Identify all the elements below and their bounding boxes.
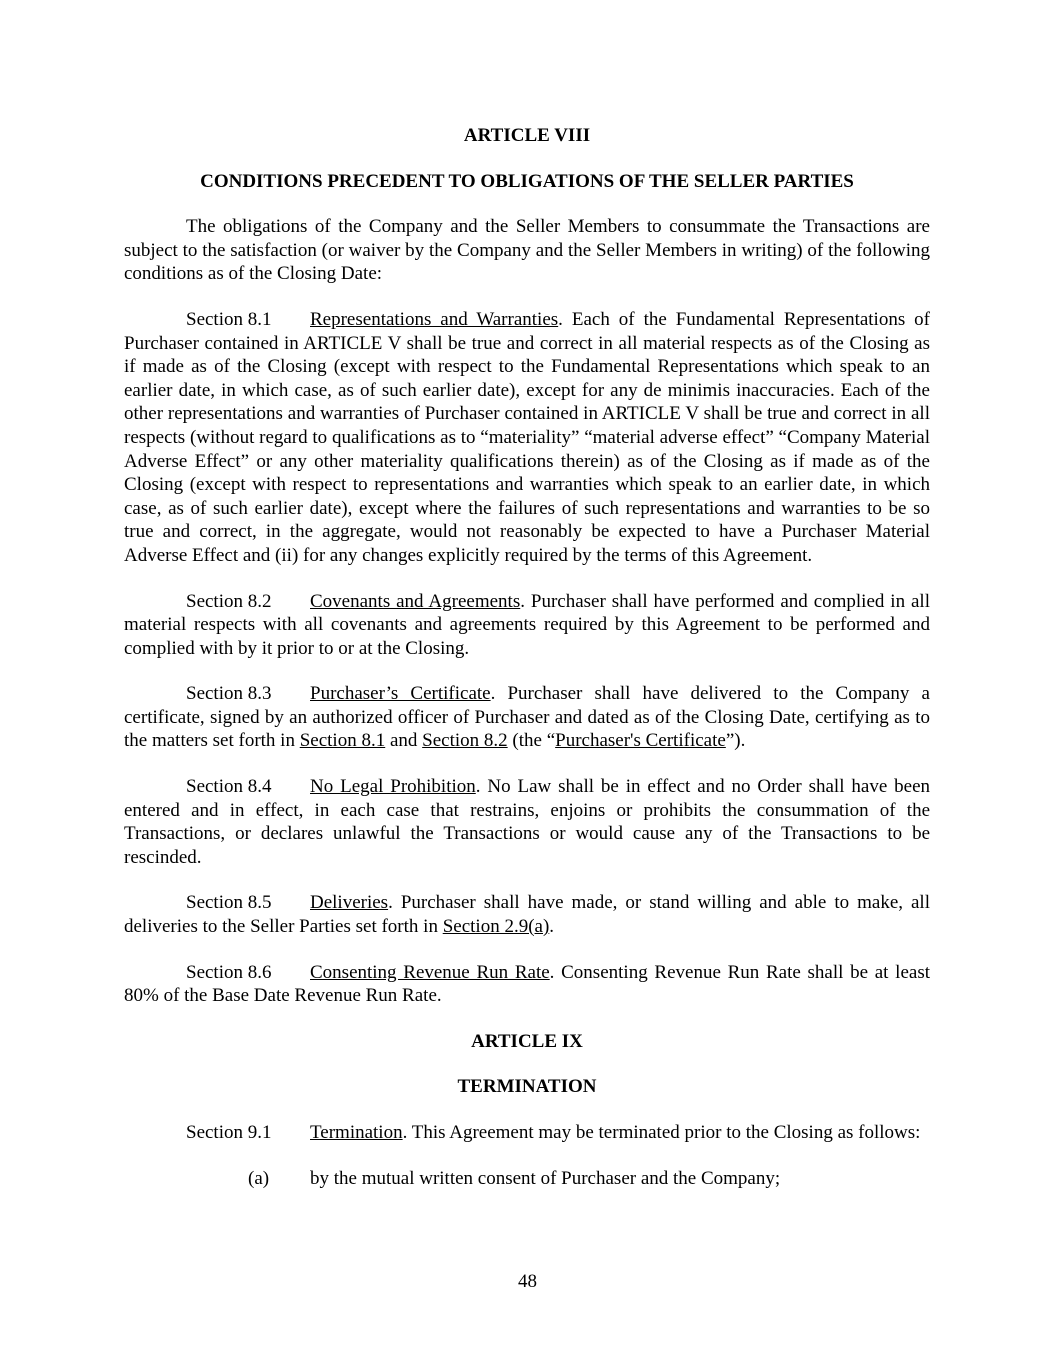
section-text: . <box>549 916 555 938</box>
section-number: Section 8.1 <box>186 308 272 330</box>
section-8-5 <box>124 891 930 938</box>
page-number: 48 <box>518 1271 537 1292</box>
section-caption: Covenants and Agreements <box>310 590 521 612</box>
section-reference-8-1: Section 8.1 <box>299 730 386 752</box>
section-text: . Purchaser shall have delivered to the Company a certificate, signed by an authorized officer of Purchaser and dated as of the Closing Date, certifying as to the matters set forth in <box>124 683 930 752</box>
article-ix-title: ARTICLE IX <box>471 1030 583 1052</box>
section-caption: Deliveries <box>310 892 389 914</box>
list-item-label: (a) <box>248 1167 270 1189</box>
section-8-3 <box>124 682 930 753</box>
section-caption: No Legal Prohibition <box>310 776 476 798</box>
section-text: . Purchaser shall have made, or stand willing and able to make, all deliveries to the Seller Parties set forth in <box>124 892 930 938</box>
section-number: Section 8.2 <box>186 590 272 612</box>
list-item-text: by the mutual written consent of Purchaser and the Company; <box>310 1167 781 1189</box>
section-caption: Representations and Warranties <box>310 308 559 330</box>
section-8-4 <box>124 775 930 869</box>
article-ix-heading: TERMINATION <box>457 1076 597 1098</box>
section-reference-2-9a: Section 2.9(a) <box>442 916 550 938</box>
section-number: Section 8.6 <box>186 961 272 983</box>
article-viii-heading: CONDITIONS PRECEDENT TO OBLIGATIONS OF THE SELLER PARTIES <box>200 170 854 192</box>
section-text: . Consenting Revenue Run Rate shall be at least 80% of the Base Date Revenue Run Rate. <box>124 961 930 1007</box>
section-reference-8-2: Section 8.2 <box>422 730 508 752</box>
list-item-a <box>124 1167 930 1191</box>
section-caption: Consenting Revenue Run Rate <box>310 961 550 983</box>
section-8-1 <box>124 308 930 568</box>
page-content <box>124 124 930 1190</box>
section-text: . No Law shall be in effect and no Order shall have been entered and in effect, in each case that restrains, enjoins or prohibits the consummation of the Transactions, or declares unlawful the Transactions or would cause any of the Transactions to be rescinded. <box>124 776 931 868</box>
section-caption: Purchaser’s Certificate <box>310 683 491 705</box>
section-8-2 <box>124 590 930 661</box>
section-text: (the “ <box>507 730 556 752</box>
section-8-6 <box>124 961 930 1008</box>
section-text: . This Agreement may be terminated prior to the Closing as follows: <box>402 1122 921 1143</box>
section-text: and <box>385 730 423 752</box>
section-text: . Purchaser shall have performed and complied in all material respects with all covenants and agreements required by this Agreement to be performed and complied with by it prior to or at the Closing. <box>124 590 930 659</box>
section-number: Section 8.5 <box>186 892 272 914</box>
section-9-1 <box>124 1121 930 1145</box>
section-caption: Termination <box>310 1122 403 1143</box>
defined-term: Purchaser's Certificate <box>555 730 726 752</box>
section-number: Section 9.1 <box>186 1122 272 1143</box>
section-number: Section 8.4 <box>186 776 272 798</box>
section-text: ”). <box>725 730 746 752</box>
article-viii-title: ARTICLE VIII <box>463 125 591 146</box>
section-text: . Each of the Fundamental Representations of Purchaser contained in ARTICLE V shall be true and correct in all material respects as of the Closing as if made as of the Closing (except with respect to the Fundamental Representations which speak to an earlier date, in which case, as of such earlier date), except for any de minimis inaccuracies. Each of the other representations and warranties of Purchaser contained in ARTICLE V shall be true and correct in all respects (without regard to qualifications as to “materiality” “material adverse effect” “Company Material Adverse Effect” or any other materiality qualifications therein) as of the Closing as if made as of the Closing (except with respect to representations and warranties which speak to an earlier date, in which case, as of such earlier date), except where the failures of such representations and warranties to be so true and correct, in the aggregate, would not reasonably be expected to have a Purchaser Material Adverse Effect and (ii) for any changes explicitly required by the terms of this Agreement. <box>124 308 931 566</box>
section-number: Section 8.3 <box>186 683 272 705</box>
article-viii-intro: The obligations of the Company and the Seller Members to consummate the Transactions are subject to the satisfaction (or waiver by the Company and the Seller Members in writing) of the following conditions as of the Closing Date: <box>124 216 930 285</box>
